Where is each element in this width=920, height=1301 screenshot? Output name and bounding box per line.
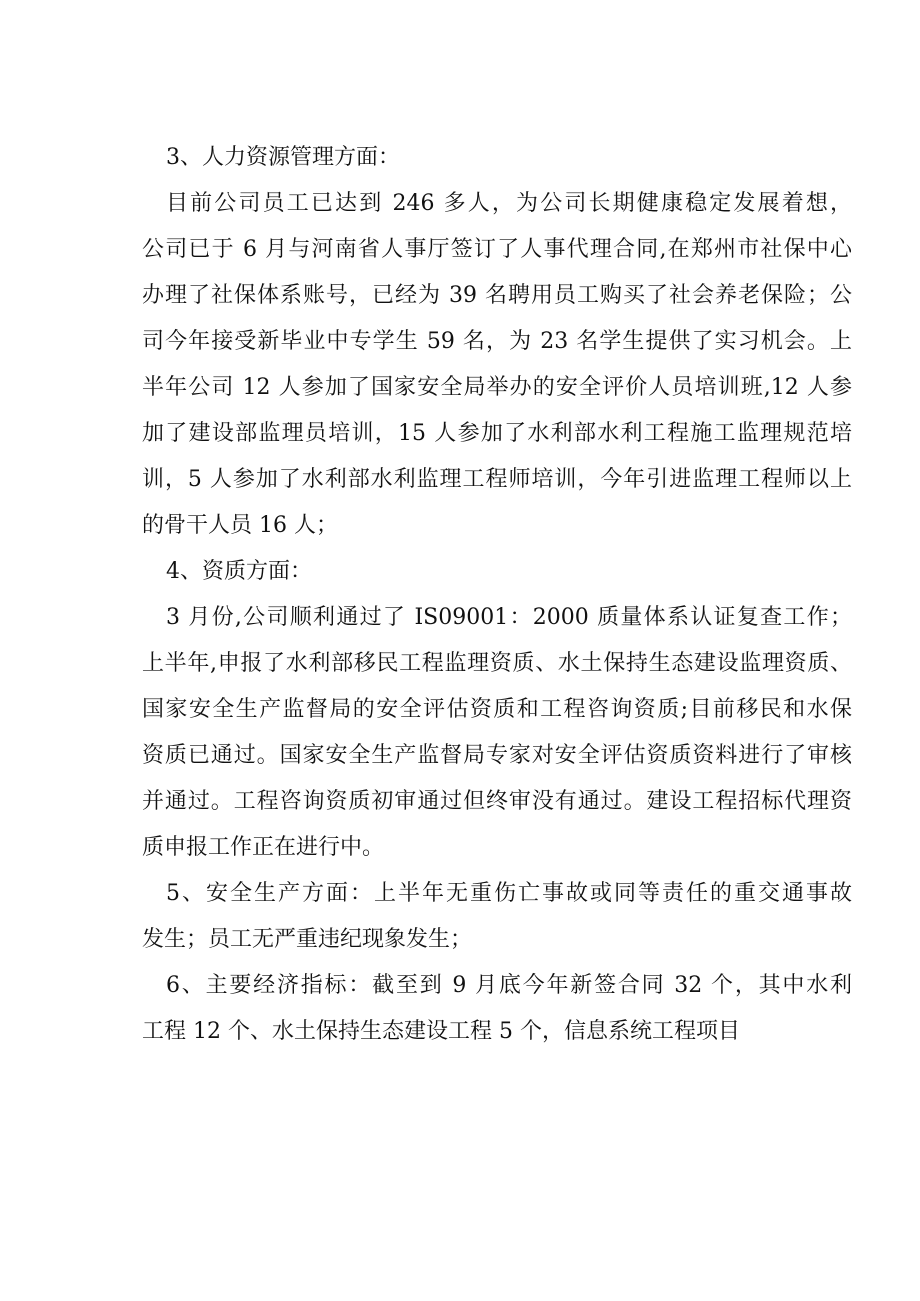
section-heading-economic: 6、主要经济指标：截至到 9 月底今年新签合同 32 个，其中水利 bbox=[166, 973, 852, 998]
paragraph-line: 上半年,申报了水利部移民工程监理资质、水土保持生态建设监理资质、 bbox=[142, 651, 852, 676]
paragraph-line: 3 月份,公司顺利通过了 IS09001：2000 质量体系认证复查工作； bbox=[166, 605, 852, 630]
paragraph-line: 目前公司员工已达到 246 多人，为公司长期健康稳定发展着想， bbox=[166, 191, 852, 216]
section-heading-qualification: 4、资质方面： bbox=[166, 559, 312, 584]
paragraph-line: 工程 12 个、水土保持生态建设工程 5 个，信息系统工程项目 bbox=[142, 1019, 740, 1044]
paragraph-line: 的骨干人员 16 人； bbox=[142, 513, 338, 538]
document-page bbox=[142, 143, 852, 1063]
paragraph-line: 训，5 人参加了水利部水利监理工程师培训，今年引进监理工程师以上 bbox=[142, 467, 852, 492]
paragraph-line: 发生；员工无严重违纪现象发生； bbox=[142, 927, 473, 952]
paragraph-line: 公司已于 6 月与河南省人事厅签订了人事代理合同,在郑州市社保中心 bbox=[142, 237, 852, 262]
paragraph-line: 国家安全生产监督局的安全评估资质和工程咨询资质;目前移民和水保 bbox=[142, 697, 852, 722]
section-heading-hr: 3、人力资源管理方面： bbox=[166, 145, 400, 170]
paragraph-line: 司今年接受新毕业中专学生 59 名，为 23 名学生提供了实习机会。上 bbox=[142, 329, 852, 354]
paragraph-line: 并通过。工程咨询资质初审通过但终审没有通过。建设工程招标代理资 bbox=[142, 789, 852, 814]
paragraph-line: 半年公司 12 人参加了国家安全局举办的安全评价人员培训班,12 人参 bbox=[142, 375, 852, 400]
paragraph-line: 加了建设部监理员培训，15 人参加了水利部水利工程施工监理规范培 bbox=[142, 421, 852, 446]
paragraph-line: 资质已通过。国家安全生产监督局专家对安全评估资质资料进行了审核 bbox=[142, 743, 852, 768]
paragraph-line: 质申报工作正在进行中。 bbox=[142, 835, 385, 860]
section-heading-safety: 5、安全生产方面：上半年无重伤亡事故或同等责任的重交通事故 bbox=[166, 881, 852, 906]
paragraph-line: 办理了社保体系账号，已经为 39 名聘用员工购买了社会养老保险；公 bbox=[142, 283, 852, 308]
